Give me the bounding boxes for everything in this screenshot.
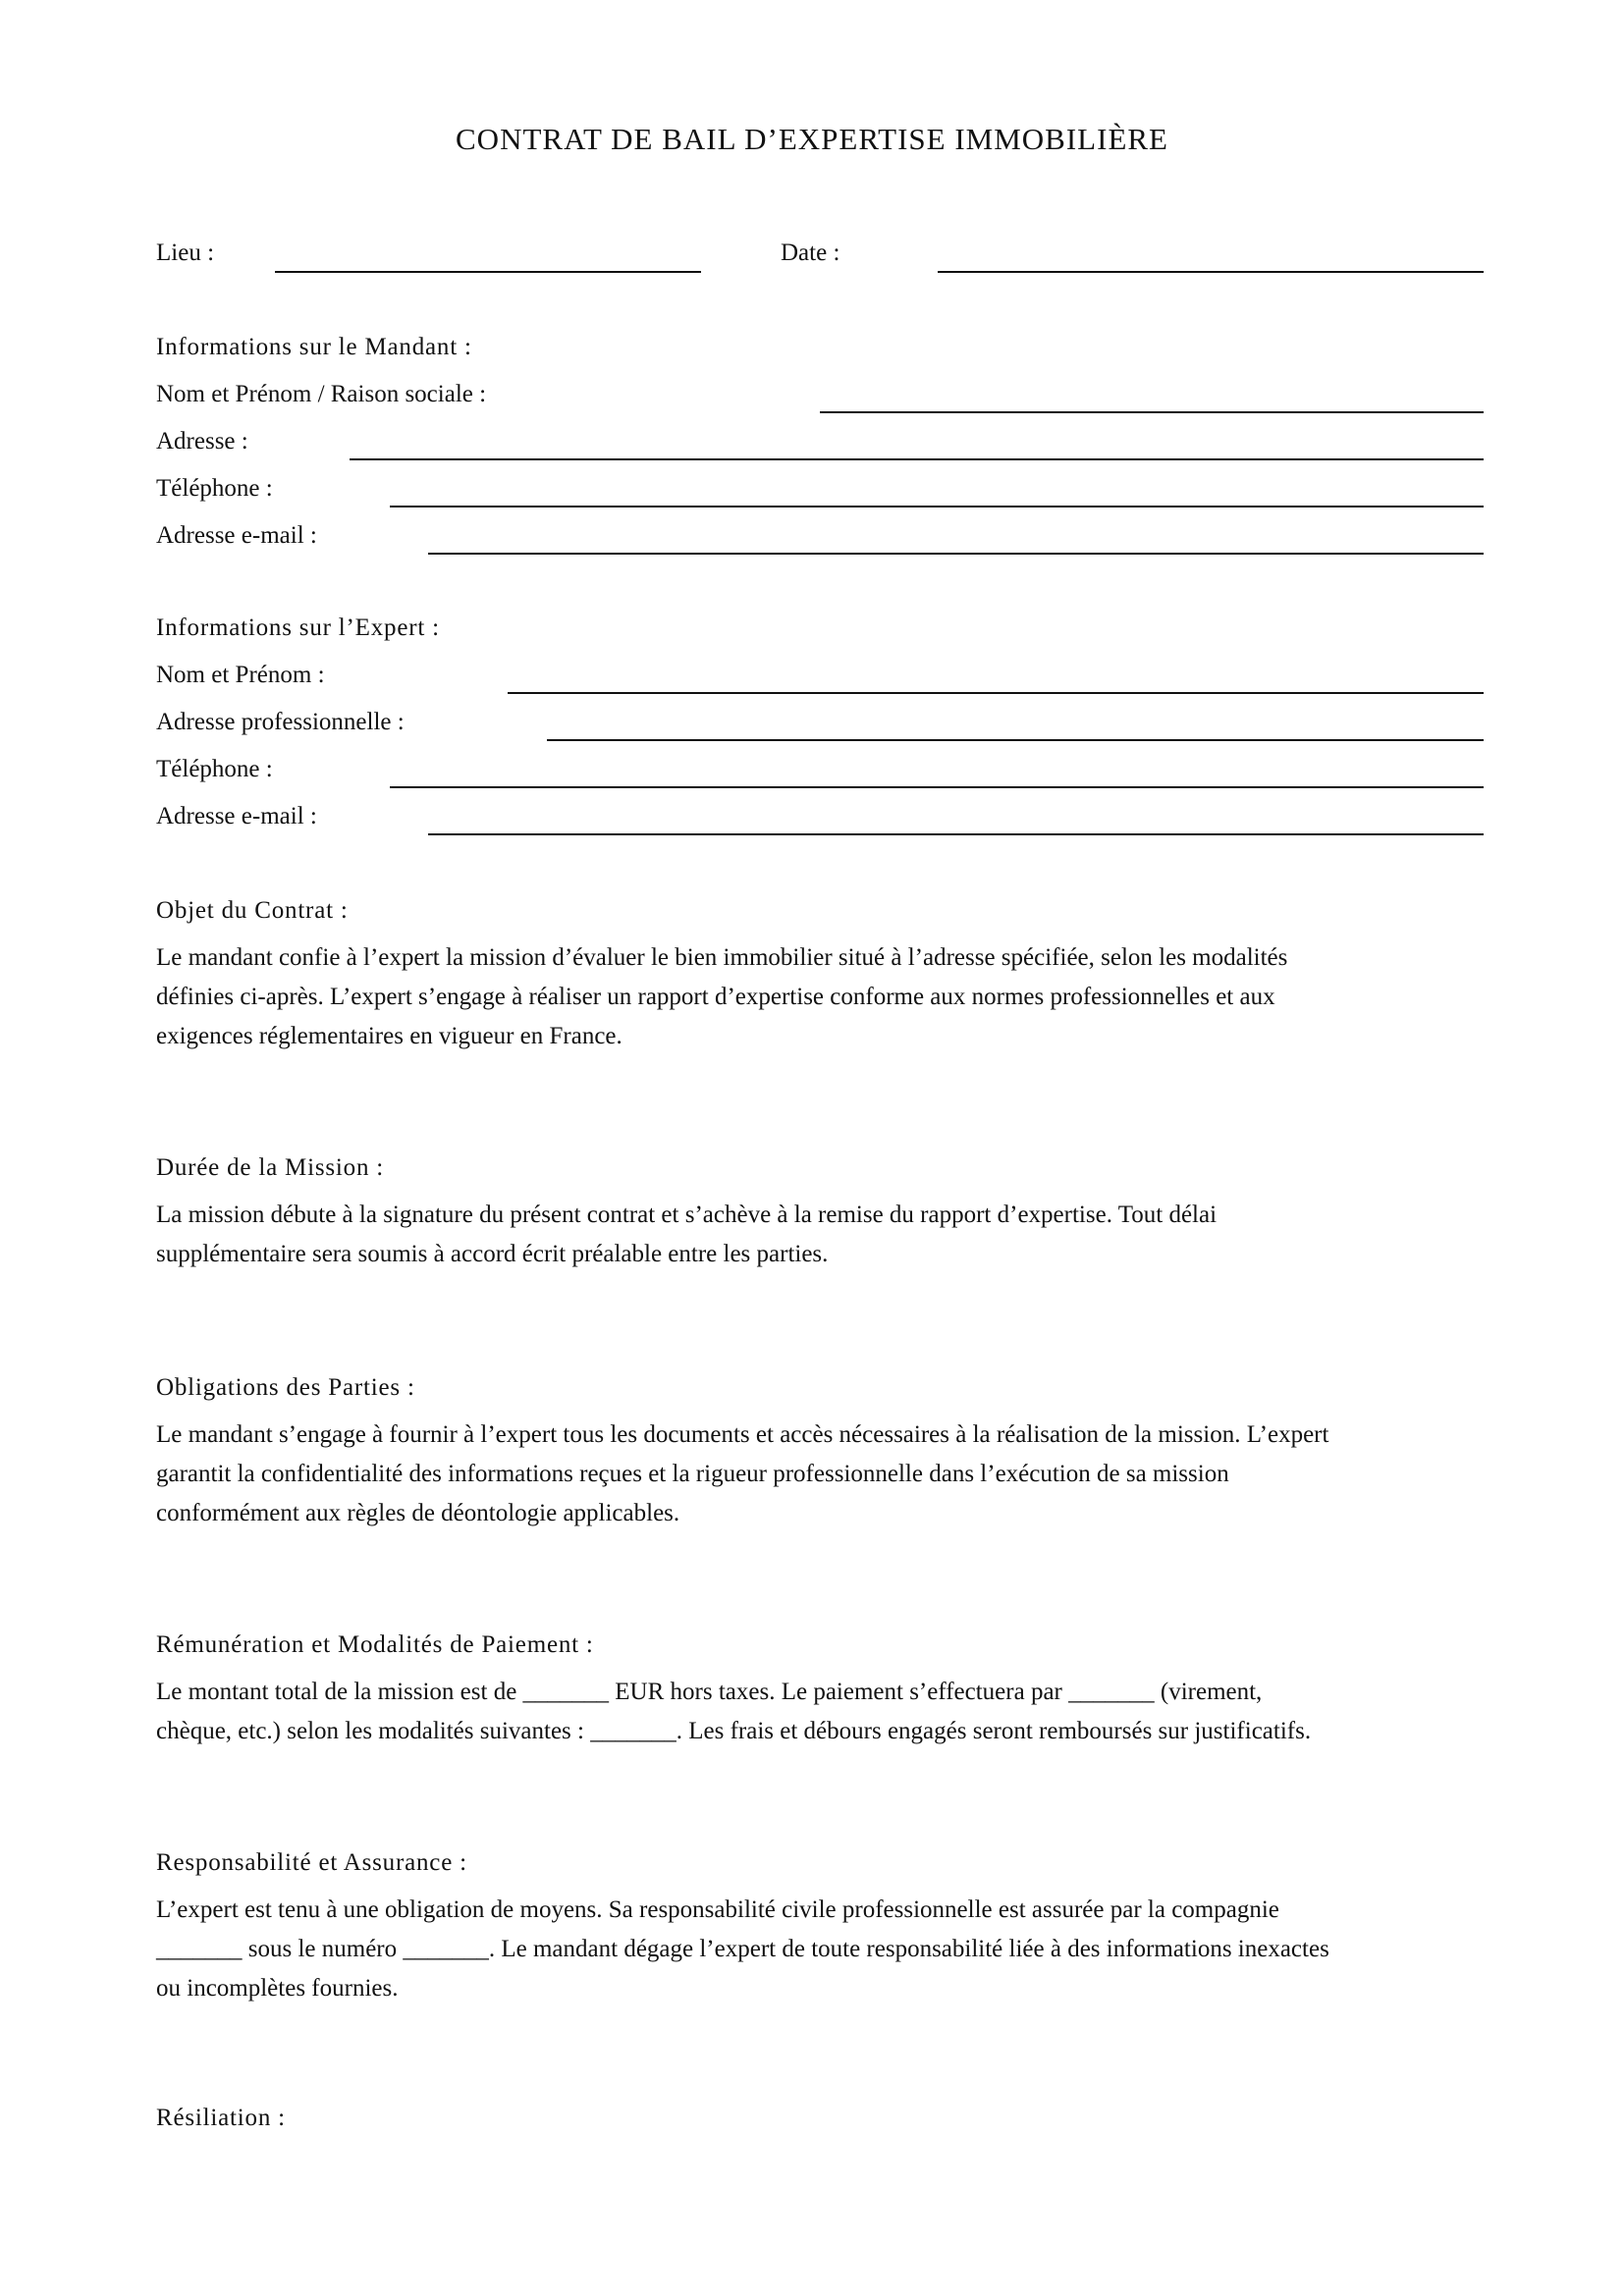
obligations-heading: Obligations des Parties :	[156, 1374, 415, 1401]
paragraph-line: définies ci-après. L’expert s’engage à réaliser un rapport d’expertise conforme aux normes professionnelles et aux	[156, 984, 1275, 1010]
page-title: CONTRAT DE BAIL D’EXPERTISE IMMOBILIÈRE	[456, 122, 1168, 156]
expert-address-field[interactable]	[547, 739, 1484, 741]
resiliation-heading: Résiliation :	[156, 2105, 286, 2131]
obligations-paragraph	[156, 1415, 1482, 1533]
mandant-phone-label: Téléphone :	[156, 475, 273, 502]
expert-name-label: Nom et Prénom :	[156, 662, 325, 688]
mandant-heading: Informations sur le Mandant :	[156, 334, 472, 360]
mandant-address-field[interactable]	[350, 458, 1484, 460]
expert-address-label: Adresse professionnelle :	[156, 709, 405, 735]
expert-phone-label: Téléphone :	[156, 756, 273, 782]
paragraph-line: L’expert est tenu à une obligation de moyens. Sa responsabilité civile professionnelle est assurée par la compagnie	[156, 1896, 1279, 1923]
responsabilite-paragraph	[156, 1891, 1482, 2008]
paragraph-line: Le montant total de la mission est de _______ EUR hors taxes. Le paiement s’effectuera par _______ (virement,	[156, 1679, 1263, 1705]
mandant-name-label: Nom et Prénom / Raison sociale :	[156, 381, 487, 407]
expert-heading: Informations sur l’Expert :	[156, 614, 440, 641]
expert-phone-field[interactable]	[390, 786, 1484, 788]
date-label: Date :	[781, 240, 840, 266]
lieu-label: Lieu :	[156, 240, 215, 266]
objet-heading: Objet du Contrat :	[156, 897, 349, 924]
mandant-name-field[interactable]	[820, 411, 1484, 413]
paragraph-line: Le mandant confie à l’expert la mission d’évaluer le bien immobilier situé à l’adresse spécifiée, selon les modalités	[156, 944, 1288, 971]
remuneration-heading: Rémunération et Modalités de Paiement :	[156, 1631, 594, 1658]
duree-heading: Durée de la Mission :	[156, 1154, 385, 1181]
paragraph-line: exigences réglementaires en vigueur en France.	[156, 1023, 623, 1049]
paragraph-line: Le mandant s’engage à fournir à l’expert tous les documents et accès nécessaires à la réalisation de la mission. L’expert	[156, 1421, 1329, 1448]
paragraph-line: chèque, etc.) selon les modalités suivantes : _______. Les frais et débours engagés seront remboursés sur justificatifs.	[156, 1718, 1312, 1744]
mandant-email-field[interactable]	[428, 553, 1484, 555]
paragraph-line: garantit la confidentialité des informations reçues et la rigueur professionnelle dans l’exécution de sa mission	[156, 1461, 1229, 1487]
objet-paragraph	[156, 938, 1482, 1056]
paragraph-line: conformément aux règles de déontologie applicables.	[156, 1500, 680, 1526]
duree-paragraph	[156, 1196, 1482, 1274]
expert-email-field[interactable]	[428, 833, 1484, 835]
lieu-field[interactable]	[275, 271, 701, 273]
expert-email-label: Adresse e-mail :	[156, 803, 317, 829]
date-field[interactable]	[938, 271, 1484, 273]
paragraph-line: supplémentaire sera soumis à accord écrit préalable entre les parties.	[156, 1241, 829, 1267]
paragraph-line: _______ sous le numéro _______. Le mandant dégage l’expert de toute responsabilité liée à des informations inexactes	[156, 1936, 1329, 1962]
mandant-address-label: Adresse :	[156, 428, 248, 454]
responsabilite-heading: Responsabilité et Assurance :	[156, 1849, 467, 1876]
expert-name-field[interactable]	[508, 692, 1484, 694]
mandant-email-label: Adresse e-mail :	[156, 522, 317, 549]
paragraph-line: La mission débute à la signature du présent contrat et s’achève à la remise du rapport d’expertise. Tout délai	[156, 1201, 1218, 1228]
remuneration-paragraph	[156, 1673, 1482, 1751]
mandant-phone-field[interactable]	[390, 506, 1484, 507]
paragraph-line: ou incomplètes fournies.	[156, 1975, 399, 2002]
